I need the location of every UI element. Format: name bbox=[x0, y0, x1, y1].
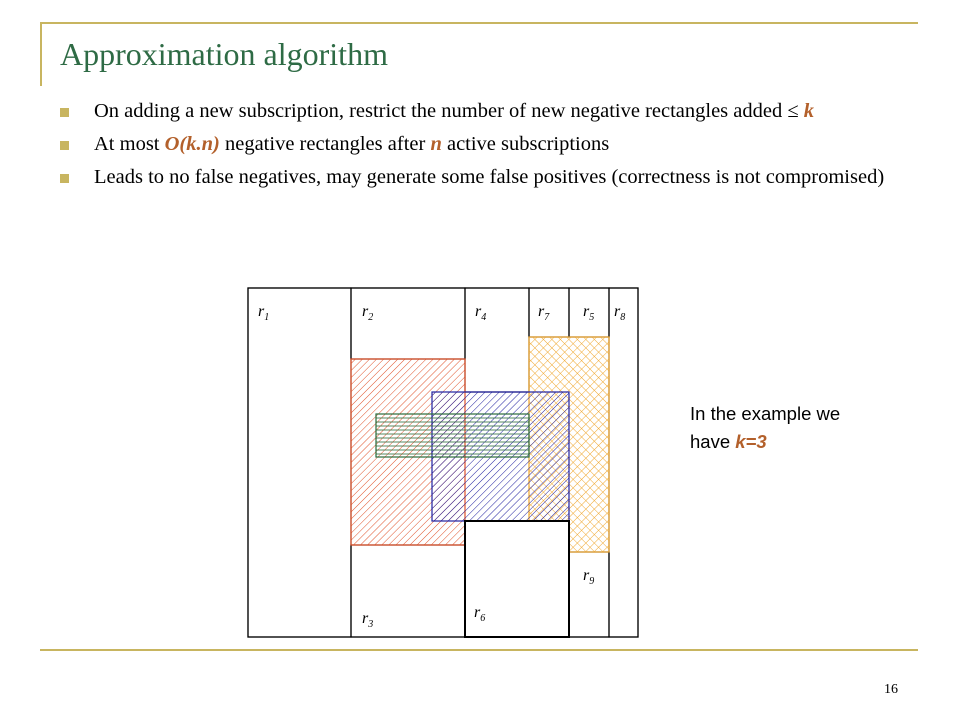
label-r7: $r_7$ bbox=[538, 303, 550, 323]
label-r3: $r_3$ bbox=[362, 610, 374, 630]
rect-r1 bbox=[248, 288, 351, 637]
label-r9: $r_9$ bbox=[583, 567, 595, 587]
label-r1: $r_1$ bbox=[258, 303, 270, 323]
bullet-item-2: At most O(k.n) negative rectangles after n active subscriptions bbox=[60, 133, 920, 156]
n-variable: n bbox=[430, 133, 442, 155]
bullet-item-1: On adding a new subscription, restrict the number of new negative rectangles added ≤ k bbox=[60, 100, 920, 123]
example-note: In the example we have k=3 bbox=[690, 403, 841, 452]
label-r6: $r_6$ bbox=[474, 604, 486, 624]
k-variable: k bbox=[803, 100, 814, 122]
label-r8: $r_8$ bbox=[614, 303, 626, 323]
rect-r2 bbox=[351, 288, 465, 359]
rect-r9 bbox=[569, 552, 609, 637]
big-o-expression: O(k.n) bbox=[164, 133, 220, 155]
label-r4: $r_4$ bbox=[475, 303, 487, 323]
subscription-green bbox=[376, 414, 529, 457]
k-value: k=3 bbox=[735, 431, 767, 452]
slide-title: Approximation algorithm bbox=[60, 36, 388, 72]
bullet-item-3: Leads to no false negatives, may generate some false positives (correctness is not compromised) bbox=[60, 166, 920, 189]
label-r5: $r_5$ bbox=[583, 303, 595, 323]
leq-symbol: ≤ bbox=[787, 100, 799, 122]
page-number: 16 bbox=[884, 682, 898, 697]
label-r2: $r_2$ bbox=[362, 303, 374, 323]
rect-r8 bbox=[609, 288, 638, 637]
